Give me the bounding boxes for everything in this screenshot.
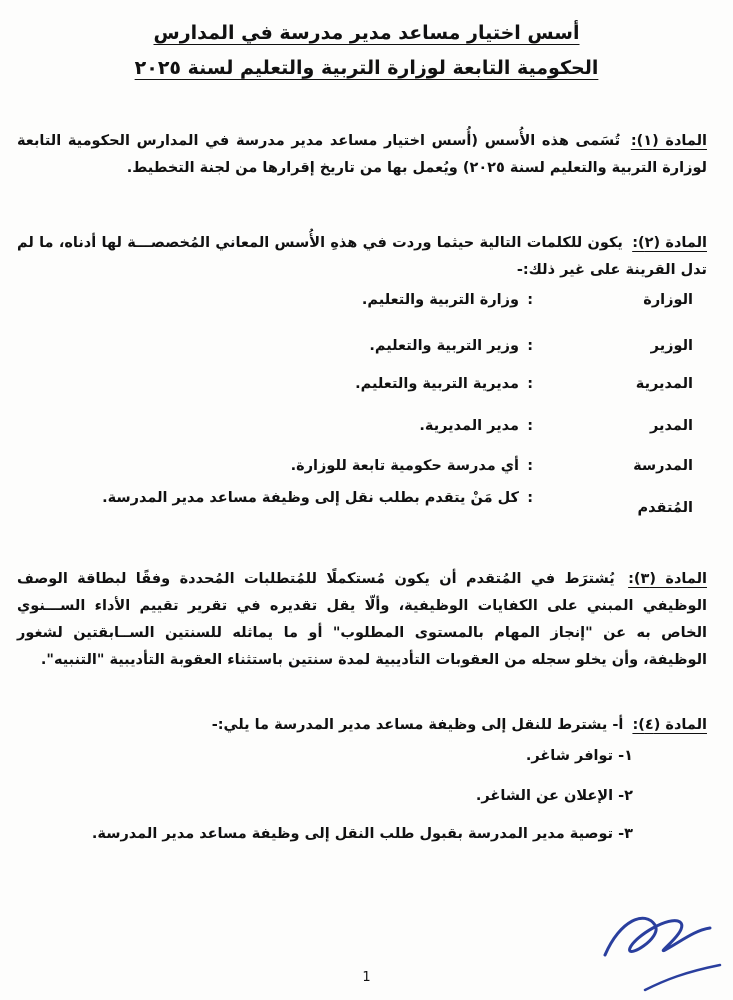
article-3-text: يُشترَط في المُتقدم أن يكون مُستكملًا للمُتطلبات المُحددة وفقًا لبطاقة الوصف الوظيفي المبني على الكفايات الوظيفية، وألّا يقل تقديره في تقرير تقييم الأداء الســـنوي الخاص به عن "إنجاز المهام بالمستوى المطلوب" أو ما يماثله للسنتين الســابقتين لشغور الوظيفة، وأن يخلو سجله من العقوبات التأديبية لمدة سنتين باستثناء العقوبة التأديبية "التنبيه". bbox=[17, 571, 707, 668]
article-2-text: يكون للكلمات التالية حيثما وردت في هذهِ الأُسس المعاني المُخصصـــة لها أدناه، ما لم تدل القرينة على غير ذلك:- bbox=[17, 235, 707, 278]
article-4-label: المادة (٤): bbox=[632, 717, 707, 733]
definition-separator: : bbox=[527, 458, 533, 474]
definition-term: المُتقدم bbox=[637, 500, 693, 516]
definition-separator: : bbox=[527, 490, 533, 506]
definition-separator: : bbox=[527, 376, 533, 392]
document-title-line-2: الحكومية التابعة لوزارة التربية والتعليم لسنة ٢٠٢٥ bbox=[134, 57, 599, 79]
definition-meaning: أي مدرسة حكومية تابعة للوزارة. bbox=[290, 458, 519, 474]
definition-meaning: وزير التربية والتعليم. bbox=[369, 338, 519, 354]
list-item: ٣- توصية مدير المدرسة بقبول طلب النقل إلى وظيفة مساعد مدير المدرسة. bbox=[91, 826, 633, 842]
list-item: ٢- الإعلان عن الشاغر. bbox=[475, 788, 633, 804]
definition-term: الوزير bbox=[650, 338, 693, 354]
definition-term: المدير bbox=[650, 418, 693, 434]
definition-meaning: وزارة التربية والتعليم. bbox=[361, 292, 519, 308]
article-4 bbox=[17, 712, 707, 739]
article-4-text: أ- يشترط للنقل إلى وظيفة مساعد مدير المدرسة ما يلي:- bbox=[211, 717, 624, 733]
article-1 bbox=[17, 128, 707, 182]
page-number: 1 bbox=[362, 970, 371, 985]
article-3-label: المادة (٣): bbox=[628, 571, 707, 587]
signature-mark bbox=[585, 900, 725, 1000]
article-2 bbox=[17, 230, 707, 284]
definition-term: المديرية bbox=[635, 376, 693, 392]
document-title-line-1: أسس اختيار مساعد مدير مدرسة في المدارس bbox=[153, 22, 580, 44]
article-2-label: المادة (٢): bbox=[632, 235, 707, 251]
definition-term: المدرسة bbox=[633, 458, 693, 474]
article-1-text: تُسَمى هذه الأُسس (أُسس اختيار مساعد مدير مدرسة في المدارس الحكومية التابعة لوزارة التربية والتعليم لسنة ٢٠٢٥) ويُعمل بها من تاريخ إقرارها من لجنة التخطيط. bbox=[17, 133, 707, 176]
definition-meaning: كل مَنْ يتقدم بطلب نقل إلى وظيفة مساعد مدير المدرسة. bbox=[102, 490, 519, 506]
article-1-label: المادة (١): bbox=[630, 133, 707, 149]
definition-separator: : bbox=[527, 338, 533, 354]
list-item: ١- توافر شاغر. bbox=[525, 748, 633, 764]
definition-separator: : bbox=[527, 418, 533, 434]
definition-meaning: مدير المديرية. bbox=[419, 418, 519, 434]
definition-term: الوزارة bbox=[643, 292, 693, 308]
definition-meaning: مديرية التربية والتعليم. bbox=[355, 376, 519, 392]
definition-separator: : bbox=[527, 292, 533, 308]
article-3 bbox=[17, 566, 707, 674]
